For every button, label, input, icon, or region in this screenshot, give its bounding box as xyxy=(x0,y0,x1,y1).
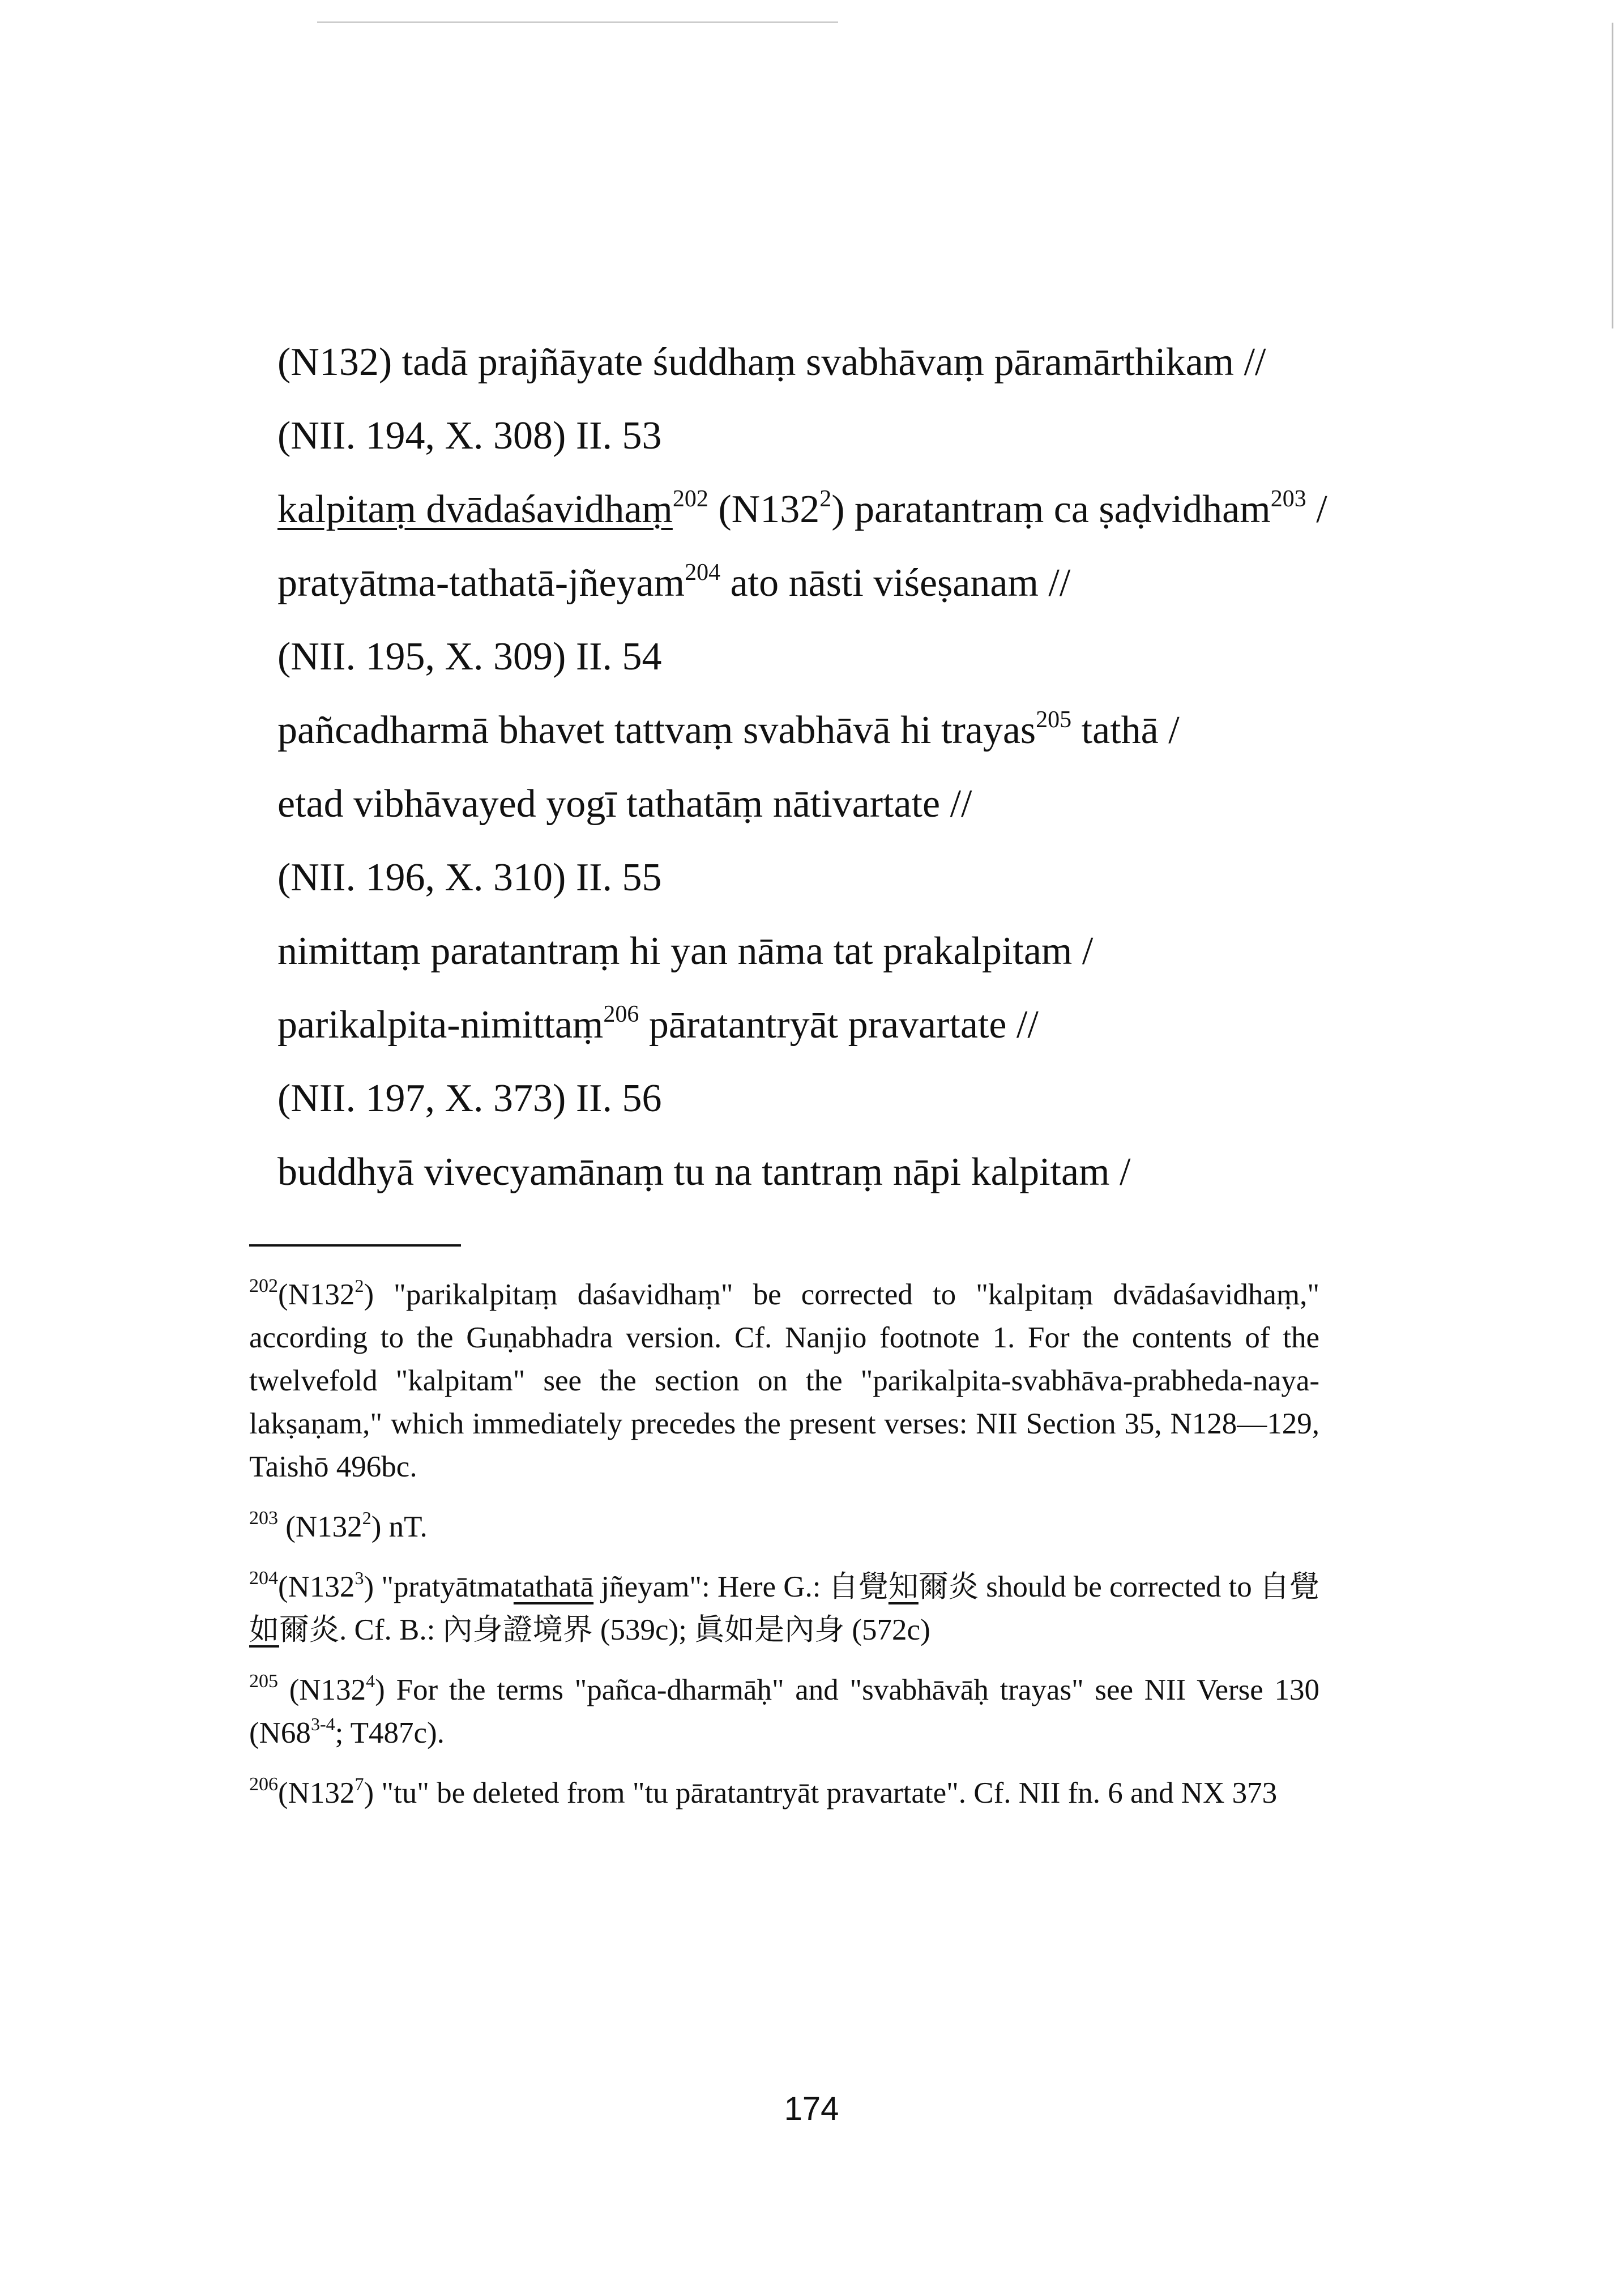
verse-line: pratyātma-tathatā-jñeyam$^{204}$ ato nāsti viśeṣanam // xyxy=(277,560,1071,605)
footnote-ref: 202 xyxy=(672,486,708,512)
footnote-number: 205 xyxy=(249,1671,278,1692)
footnote-204: $^{204}(N132^3)$ "pratyātmatathatā jñeyam": Here G.: 自覺知爾炎 should be corrected to 自覺如爾炎. Cf. B.: 內身證境界 (539c); 眞如是內身 (572c) xyxy=(249,1568,1320,1647)
verse-reference: (NII. 195, X. 309) II. 54 xyxy=(277,635,662,678)
footnote-number: 202 xyxy=(249,1275,278,1296)
verse-reference: (NII. 196, X. 310) II. 55 xyxy=(277,856,662,899)
footnote-divider xyxy=(249,1244,461,1247)
underlined-term: kalpitaṃ dvādaśavidhaṃ xyxy=(277,488,673,531)
verse-reference: (NII. 197, X. 373) II. 56 xyxy=(277,1077,662,1120)
footnote-ref: 203 xyxy=(1270,486,1306,512)
verse-block xyxy=(277,326,1353,1209)
footnote-ref: 206 xyxy=(603,1001,639,1027)
verse-line: buddhyā vivecyamānaṃ tu na tantraṃ nāpi kalpitam / xyxy=(277,1150,1131,1194)
footnote-205: $^{205}$ $(N132^4)$ For the terms "pañca-dharmāḥ" and "svabhāvāḥ trayas" see NII Verse 130 (N68$^{3-4}$; T487c). xyxy=(249,1671,1319,1749)
footnote-ref: 204 xyxy=(685,560,721,586)
footnote-number: 203 xyxy=(249,1508,278,1529)
verse-line: etad vibhāvayed yogī tathatāṃ nātivartate // xyxy=(277,782,972,826)
verse-line: kalpitaṃ dvādaśavidhaṃ$^{202}$ $(N132^2)$ paratantraṃ ca ṣaḍvidham$^{203}$ / xyxy=(277,486,1327,531)
verse-line: pañcadharmā bhavet tattvaṃ svabhāvā hi trayas$^{205}$ tathā / xyxy=(277,707,1180,752)
verse-line: parikalpita-nimittaṃ$^{206}$ pāratantryāt pravartate // xyxy=(277,1001,1039,1047)
verse-reference: (NII. 194, X. 308) II. 53 xyxy=(277,414,662,458)
footnote-ref: 205 xyxy=(1036,707,1072,733)
scan-edge-mark-top xyxy=(317,22,838,23)
footnote-203: $^{203}$ $(N132^2)$ nT. xyxy=(249,1508,428,1543)
footnote-number: 206 xyxy=(249,1774,278,1795)
footnotes xyxy=(249,1273,1319,1832)
scan-edge-mark-right xyxy=(1612,23,1613,328)
footnote-number: 204 xyxy=(249,1568,278,1589)
footnote-206: $^{206}(N132^7)$ "tu" be deleted from "tu pāratantryāt pravartate". Cf. NII fn. 6 and NX 373 xyxy=(249,1774,1278,1810)
verse-line: nimittaṃ paratantraṃ hi yan nāma tat prakalpitam / xyxy=(277,929,1094,973)
verse-line: (N132) tadā prajñāyate śuddhaṃ svabhāvaṃ pāramārthikam // xyxy=(277,340,1266,384)
page-number: 174 xyxy=(784,2090,839,2127)
footnote-202: $^{202}(N132^2)$ "parikalpitaṃ daśavidhaṃ" be corrected to "kalpitaṃ dvādaśavidhaṃ," according to the Guṇabhadra version. Cf. Nanjio footnote 1. For the contents of the twelvefold "kalpitam" see the section on the "parikalpita-svabhāva-prabheda-naya-lakṣaṇam," which immediately precedes the present verses: NII Section 35, N128—129, Taishō 496bc. xyxy=(249,1275,1319,1483)
